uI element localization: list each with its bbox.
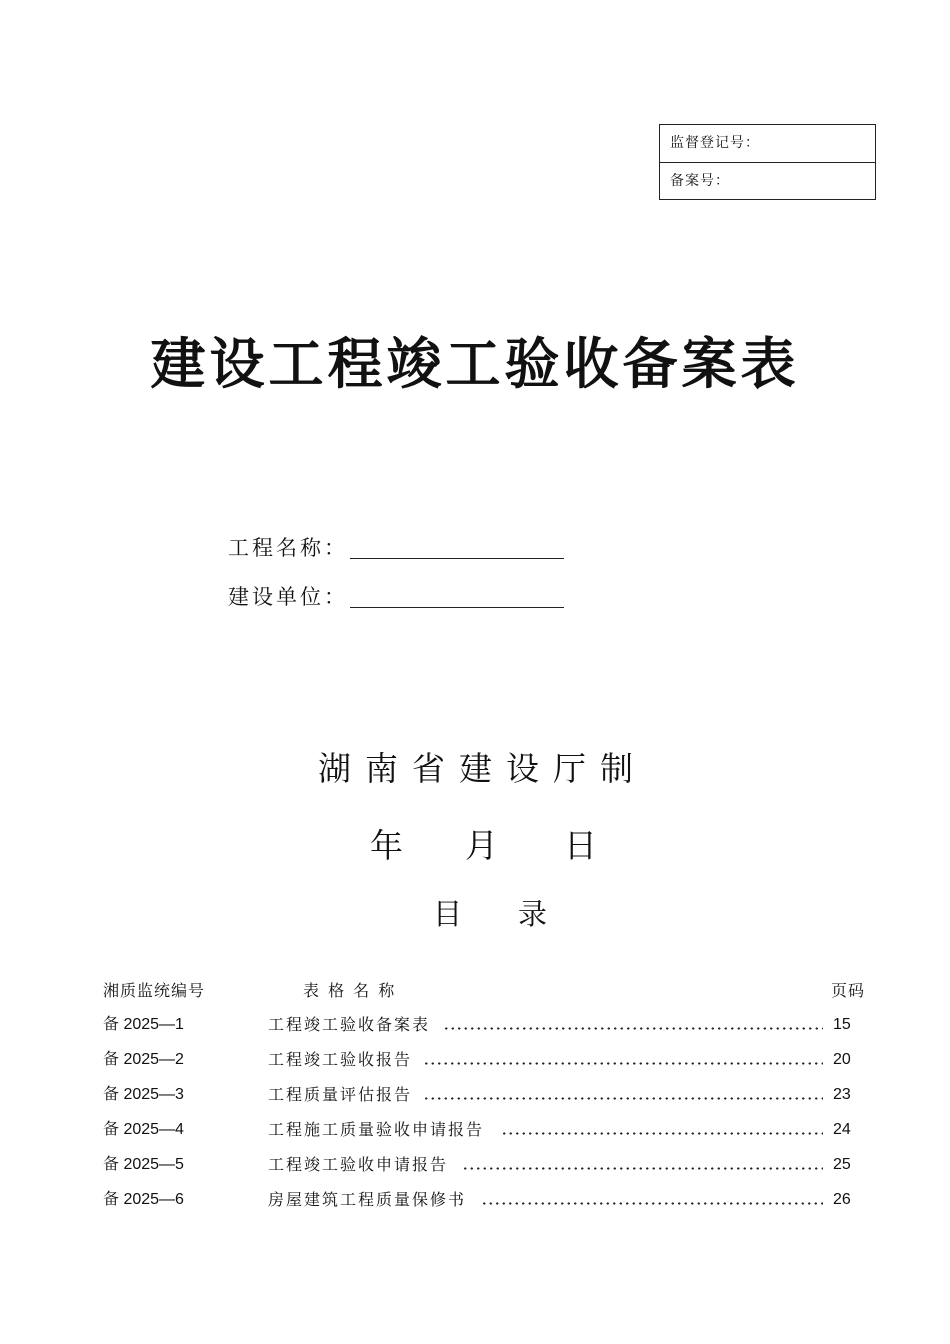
- date-day: 日: [564, 826, 597, 865]
- toc-row-leader: [501, 1132, 823, 1135]
- document-title: 建设工程竣工验收备案表: [150, 332, 800, 396]
- toc-row: [103, 1188, 863, 1212]
- toc-row-name: 工程质量评估报告: [268, 1085, 413, 1104]
- filing-number-field: [660, 162, 875, 199]
- toc-column-name: 表 格 名 称: [303, 981, 397, 1000]
- toc-row-code: 备 2025—2: [103, 1051, 184, 1068]
- toc-row-code: 备 2025—6: [103, 1191, 184, 1208]
- toc-row-leader: [423, 1097, 823, 1100]
- toc-column-code: 湘质监统编号: [103, 981, 206, 1000]
- toc-column-page: 页码: [831, 981, 866, 1000]
- registration-box: [659, 124, 876, 200]
- supervision-registration-field: [660, 125, 875, 162]
- toc-row-name: 房屋建筑工程质量保修书: [268, 1190, 467, 1209]
- toc-row-page: 26: [833, 1191, 851, 1208]
- toc-row: [103, 1153, 863, 1177]
- toc-row: [103, 1013, 863, 1037]
- toc-row-name: 工程竣工验收备案表: [268, 1015, 431, 1034]
- toc-row-leader: [481, 1202, 823, 1205]
- toc-row-code: 备 2025—4: [103, 1121, 184, 1138]
- toc-row-leader: [443, 1027, 823, 1030]
- issuer: 湖南省建设厅制: [318, 749, 647, 788]
- toc-row-page: 20: [833, 1051, 851, 1068]
- toc-heading-2: 录: [518, 897, 548, 931]
- toc-row-page: 24: [833, 1121, 851, 1138]
- toc-row-leader: [462, 1167, 823, 1170]
- project-name-label: 工程名称：: [228, 536, 348, 560]
- developer-label: 建设单位：: [228, 585, 348, 609]
- project-name-blank: [350, 536, 564, 559]
- project-name-field: [228, 533, 564, 563]
- toc-row-page: 15: [833, 1016, 851, 1033]
- developer-blank: [350, 585, 564, 608]
- toc-row-name: 工程施工质量验收申请报告: [268, 1120, 485, 1139]
- toc-heading-1: 目: [433, 897, 463, 931]
- date-month: 月: [465, 826, 498, 865]
- toc-row-page: 23: [833, 1086, 851, 1103]
- toc-row: [103, 1048, 863, 1072]
- toc-row-code: 备 2025—1: [103, 1016, 184, 1033]
- date-year: 年: [370, 826, 403, 865]
- toc-row-code: 备 2025—3: [103, 1086, 184, 1103]
- toc-row-leader: [423, 1062, 823, 1065]
- toc-row: [103, 1083, 863, 1107]
- filing-number-label: 备案号：: [670, 173, 730, 189]
- supervision-registration-label: 监督登记号：: [670, 135, 760, 151]
- toc-row-name: 工程竣工验收申请报告: [268, 1155, 449, 1174]
- toc-row: [103, 1118, 863, 1142]
- developer-field: [228, 582, 564, 612]
- toc-row-page: 25: [833, 1156, 851, 1173]
- toc-row-name: 工程竣工验收报告: [268, 1050, 413, 1069]
- toc-row-code: 备 2025—5: [103, 1156, 184, 1173]
